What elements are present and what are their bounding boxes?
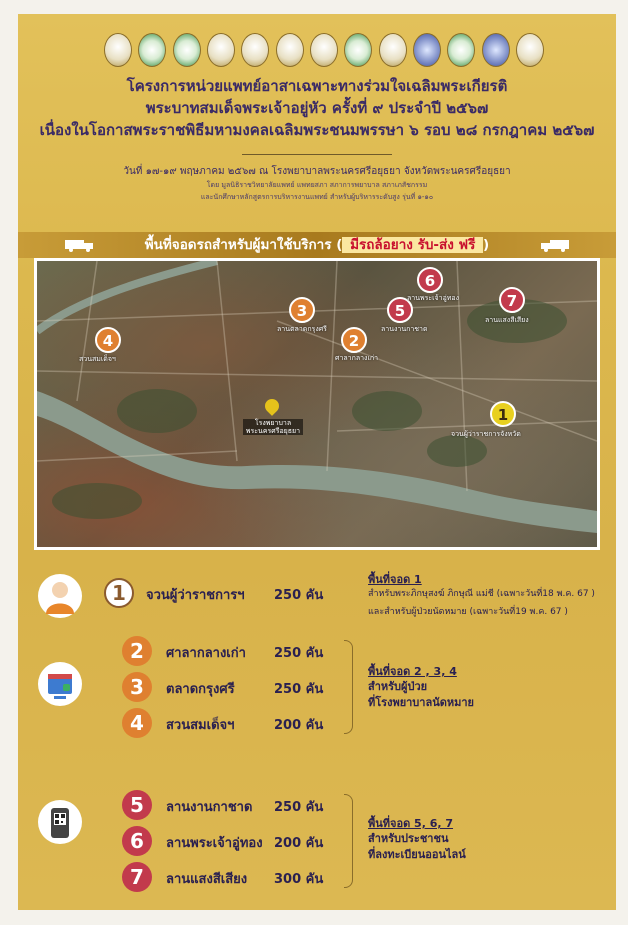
zone-5-count: 250 คัน xyxy=(274,800,324,815)
title-line-1: โครงการหน่วยแพทย์อาสาเฉพาะทางร่วมใจเฉลิมพระเกียรติ xyxy=(126,77,508,95)
emblem-icon xyxy=(447,33,475,67)
hospital-label xyxy=(243,419,303,435)
emblem-icon xyxy=(173,33,201,67)
organizer-line-1: โดย มูลนิธิราชวิทยาลัยแพทย์ แพทยสภา สภาการพยาบาล สภาเภสัชกรรม xyxy=(206,181,428,189)
group-3-heading: พื้นที่จอด 5, 6, 7 xyxy=(368,817,454,830)
group-1-heading: พื้นที่จอด 1 xyxy=(368,573,422,586)
poster xyxy=(18,14,616,910)
map-pin-4[interactable]: 4 xyxy=(95,327,121,353)
zone-7-count: 300 คัน xyxy=(274,872,324,887)
zone-4-count: 200 คัน xyxy=(274,718,324,733)
zone-7-number: 7 xyxy=(122,862,152,892)
date-place: วันที่ ๑๗-๑๙ พฤษภาคม ๒๕๖๗ ณ โรงพยาบาลพระนครศรีอยุธยา จังหวัดพระนครศรีอยุธยา xyxy=(123,166,511,177)
monk-icon xyxy=(38,574,82,618)
zone-7-name: ลานแสงสีเสียง xyxy=(166,872,248,887)
emblem-icon xyxy=(276,33,304,67)
organizer-line-2: และนักศึกษาหลักสูตรการบริหารงานแพทย์ สำหรับผู้บริหารระดับสูง รุ่นที่ ๑-๑๐ xyxy=(200,193,434,201)
map-pin-5[interactable]: 5 xyxy=(387,297,413,323)
zone-1-number: 1 xyxy=(104,578,134,608)
emblem-icon xyxy=(104,33,132,67)
map-pin-4-label: สวนสมเด็จฯ xyxy=(79,355,116,363)
title-line-2: พระบาทสมเด็จพระเจ้าอยู่หัว ครั้งที่ ๙ ประจำปี ๒๕๖๗ xyxy=(145,99,489,117)
calendar-icon xyxy=(38,662,82,706)
brace xyxy=(344,794,353,888)
map-pin-1[interactable]: 1 xyxy=(490,401,516,427)
map-pin-2[interactable]: 2 xyxy=(341,327,367,353)
banner-text xyxy=(18,232,616,258)
group-2-line-2: ที่โรงพยาบาลนัดหมาย xyxy=(368,696,474,709)
qr-phone-icon xyxy=(38,800,82,844)
map-pin-6-label: ลานพระเจ้าอู่ทอง xyxy=(407,294,460,302)
group-3-line-2: ที่ลงทะเบียนออนไลน์ xyxy=(368,848,466,861)
zone-3-name: ตลาดกรุงศรี xyxy=(166,682,235,697)
zone-4-name: สวนสมเด็จฯ xyxy=(166,718,235,733)
aerial-map xyxy=(34,258,600,550)
group-1-line-1: สำหรับพระภิกษุสงฆ์ ภิกษุณี แม่ชี (เฉพาะวันที่18 พ.ค. 67 ) xyxy=(368,589,595,599)
map-pin-1-label: จวนผู้ว่าราชการจังหวัด xyxy=(451,430,521,438)
zone-2-name: ศาลากลางเก่า xyxy=(166,646,246,661)
emblem-icon xyxy=(138,33,166,67)
zone-6-number: 6 xyxy=(122,826,152,856)
hospital-label-line-1: โรงพยาบาล xyxy=(254,419,292,427)
divider xyxy=(242,154,392,155)
hospital-label-line-2: พระนครศรีอยุธยา xyxy=(245,427,301,435)
map-pin-5-label: ลานงานกาชาด xyxy=(381,325,428,333)
logo-row xyxy=(104,28,544,72)
zone-3-number: 3 xyxy=(122,672,152,702)
zone-6-count: 200 คัน xyxy=(274,836,324,851)
zone-3-count: 250 คัน xyxy=(274,682,324,697)
zone-2-count: 250 คัน xyxy=(274,646,324,661)
emblem-icon xyxy=(207,33,235,67)
zone-1-count: 250 คัน xyxy=(274,588,324,603)
banner-free-ride: มีรถล้อยาง รับ-ส่ง ฟรี xyxy=(342,237,483,253)
group-3-line-1: สำหรับประชาชน xyxy=(368,832,449,845)
group-2-heading: พื้นที่จอด 2 , 3, 4 xyxy=(368,665,457,678)
map-pin-7-label: ลานแสงสีเสียง xyxy=(485,316,529,324)
zone-5-name: ลานงานกาชาด xyxy=(166,800,253,815)
emblem-icon xyxy=(344,33,372,67)
zone-6-name: ลานพระเจ้าอู่ทอง xyxy=(166,836,263,851)
emblem-icon xyxy=(310,33,338,67)
banner-end: ) xyxy=(483,237,490,253)
zone-2-number: 2 xyxy=(122,636,152,666)
emblem-icon xyxy=(413,33,441,67)
zone-4-number: 4 xyxy=(122,708,152,738)
title-line-3: เนื่องในโอกาสพระราชพิธีมหามงคลเฉลิมพระชนมพรรษา ๖ รอบ ๒๘ กรกฎาคม ๒๕๖๗ xyxy=(39,121,595,139)
group-2-line-1: สำหรับผู้ป่วย xyxy=(368,680,428,693)
group-1-line-2: และสำหรับผู้ป่วยนัดหมาย (เฉพาะวันที่19 พ.ค. 67 ) xyxy=(368,607,568,617)
map-pin-3-label: ลานตลาดกรุงศรี xyxy=(277,325,327,333)
map-pin-7[interactable]: 7 xyxy=(499,287,525,313)
map-pin-3[interactable]: 3 xyxy=(289,297,315,323)
map-pin-6[interactable]: 6 xyxy=(417,267,443,293)
emblem-icon xyxy=(241,33,269,67)
brace xyxy=(344,640,353,734)
map-pin-2-label: ศาลากลางเก่า xyxy=(335,354,379,362)
zone-1-name: จวนผู้ว่าราชการฯ xyxy=(146,588,245,603)
zone-5-number: 5 xyxy=(122,790,152,820)
emblem-icon xyxy=(482,33,510,67)
banner-main: พื้นที่จอดรถสำหรับผู้มาใช้บริการ ( xyxy=(144,237,343,253)
truck-icon xyxy=(538,238,570,252)
emblem-icon xyxy=(516,33,544,67)
emblem-icon xyxy=(379,33,407,67)
